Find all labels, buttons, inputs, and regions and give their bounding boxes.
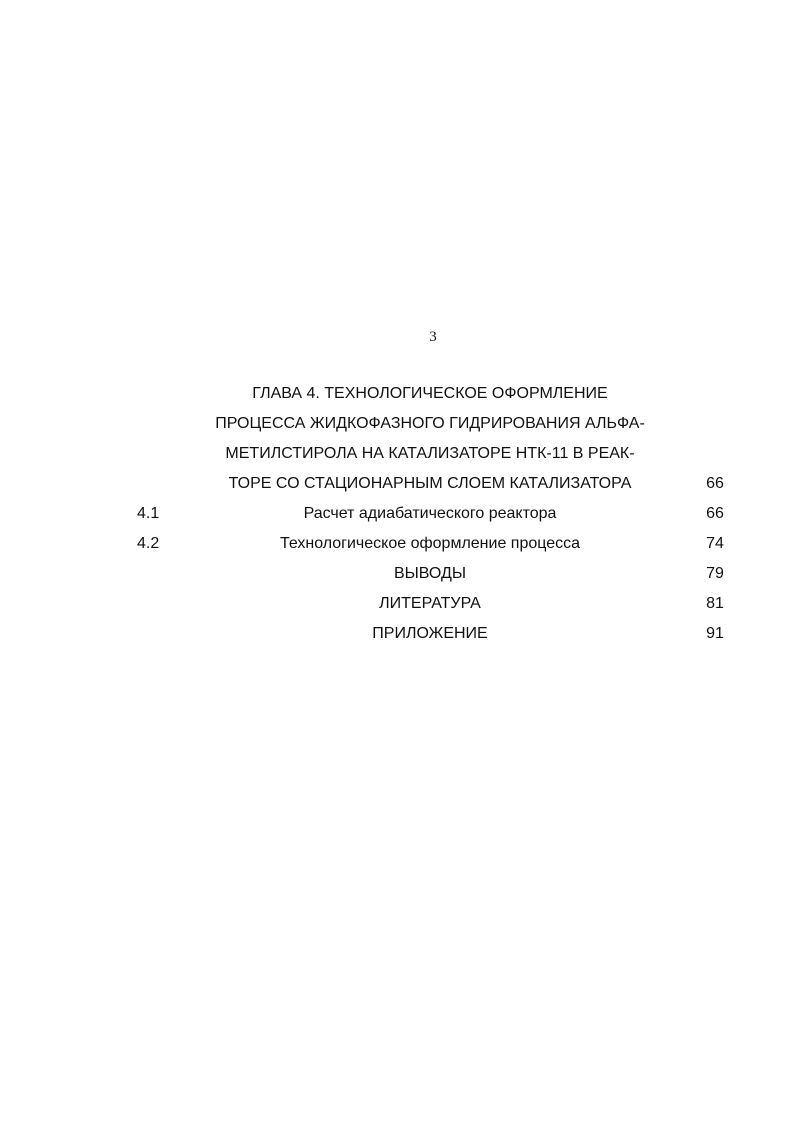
page-number: 3: [429, 329, 437, 345]
toc-entry-number: 4.2: [137, 535, 160, 552]
toc-entry-title: ВЫВОДЫ: [393, 565, 467, 582]
chapter-title-line-1: ГЛАВА 4. ТЕХНОЛОГИЧЕСКОЕ ОФОРМЛЕНИЕ: [252, 385, 608, 402]
toc-entry-title: ЛИТЕРАТУРА: [379, 595, 481, 612]
toc-entry-title: Технологическое оформление процесса: [279, 535, 581, 552]
chapter-title-line-3: МЕТИЛСТИРОЛА НА КАТАЛИЗАТОРЕ НТК-11 В РЕАК-: [225, 445, 635, 462]
toc-entry-page: 74: [706, 535, 724, 552]
chapter-title-line-4: ТОРЕ СО СТАЦИОНАРНЫМ СЛОЕМ КАТАЛИЗАТОРА: [228, 475, 632, 492]
toc-entry-page: 79: [706, 565, 724, 582]
toc-entry-title: ПРИЛОЖЕНИЕ: [372, 625, 488, 642]
toc-entry-number: 4.1: [137, 505, 160, 522]
toc-entry-page: 91: [706, 625, 724, 642]
chapter-title-line-2: ПРОЦЕССА ЖИДКОФАЗНОГО ГИДРИРОВАНИЯ АЛЬФА-: [215, 415, 645, 432]
toc-entry-title: Расчет адиабатического реактора: [303, 505, 557, 522]
toc-entry-page: 66: [706, 505, 724, 522]
chapter-page-number: 66: [706, 475, 724, 492]
toc-entry-page: 81: [706, 595, 724, 612]
